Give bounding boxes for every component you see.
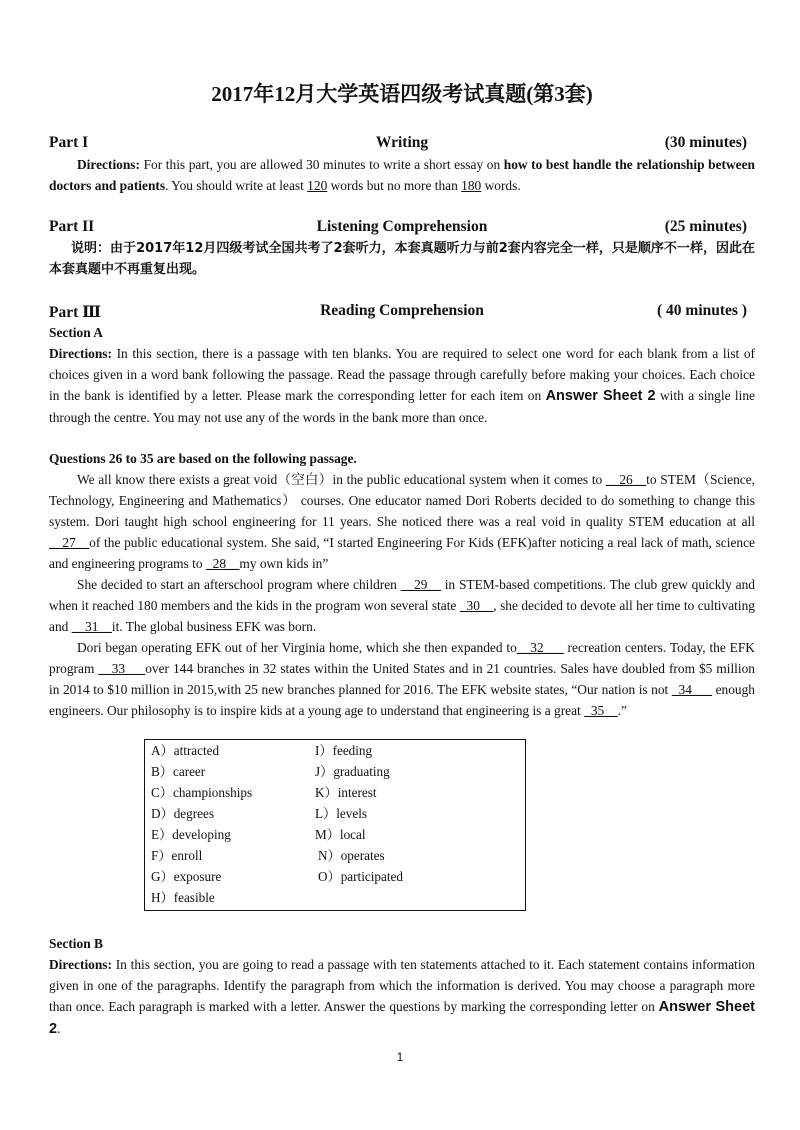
word-bank-item: M）local (315, 827, 366, 842)
part2-name: Listening Comprehension (316, 218, 488, 235)
word-bank (144, 739, 526, 911)
word-bank-item: E）developing (151, 827, 231, 842)
word-bank-item: N）operates (318, 848, 385, 863)
page-number: 1 (396, 1050, 404, 1064)
max-words: 180 (461, 178, 482, 193)
section-b-heading: Section B (49, 936, 103, 951)
word-bank-item: D）degrees (151, 806, 214, 821)
part1-time: (30 minutes) (664, 134, 747, 151)
part1-name: Writing (375, 134, 429, 151)
word-bank-item: L）levels (315, 806, 368, 821)
word-bank-item: C）championships (151, 785, 253, 800)
part3-name: Reading Comprehension (320, 302, 484, 319)
word-bank-item: B）career (151, 764, 206, 779)
section-b-directions: Directions: In this section, you are going to read a passage with ten statements attached to it. Each statement contains information given in one of the paragraphs. Identify the paragraph from which the information is derived. You may choose a paragraph more than once. Each paragraph is marked with a letter. Answer the questions by marking the corresponding letter on Answer Sheet 2. (49, 957, 755, 1037)
word-bank-item: J）graduating (315, 764, 390, 779)
answer-sheet-label: Answer Sheet 2 (545, 388, 656, 404)
word-bank-item: K）interest (315, 785, 377, 800)
blank-33: __33___ (98, 661, 146, 676)
blank-28: _28__ (205, 556, 240, 571)
part3-time: ( 40 minutes ) (657, 302, 747, 319)
part2-label: Part II (49, 218, 95, 235)
part1-header (49, 134, 755, 154)
min-words: 120 (307, 178, 328, 193)
word-bank-item: I）feeding (315, 743, 373, 758)
part3-label: Part Ⅲ (49, 304, 102, 321)
part2-header (49, 218, 755, 238)
page-title: 2017年12月大学英语四级考试真题(第3套) (211, 82, 593, 106)
part3-header (49, 302, 755, 322)
section-a-heading: Section A (49, 325, 103, 340)
blank-30: _30__ (459, 598, 494, 613)
blank-34: _34___ (671, 682, 713, 697)
section-a-directions: Directions: In this section, there is a passage with ten blanks. You are required to select one word for each blank from a list of choices given in a word bank following the passage. Read the passage through carefully before making your choices. Each choice in the bank is identified by a letter. Please mark the corresponding letter for each item on Answer Sheet 2 with a single line through the centre. You may not use any of the words in the bank more than once. (49, 346, 755, 425)
questions-heading: Questions 26 to 35 are based on the following passage. (49, 451, 357, 466)
word-bank-item: H）feasible (151, 890, 215, 905)
passage-paragraph-3: Dori began operating EFK out of her Virginia home, which she then expanded to__32___ recreation centers. Today, the EFK program __33___over 144 branches in 32 states within the United States and in 21 countries. Sales have doubled from $5 million in 2014 to $10 million in 2015,with 25 new branches planned for 2016. The EFK website states, “Our nation is not _34___ enough engineers. Our philosophy is to inspire kids at a young age to understand that engineering is a great _35__.” (49, 640, 755, 718)
passage-paragraph-1: We all know there exists a great void（空白）in the public educational system when it comes to __26__to STEM（Science, Technology, Engineering and Mathematics） courses. One educator named Dori Roberts decided to do something to change this system. Dori taught high school engineering for 11 years. She noticed there was a real void in quality STEM education at all __27__of the public educational system. She said, “I started Engineering For Kids (EFK)after noticing a real lack of math, science and engineering programs to _28__my own kids in” (49, 472, 755, 571)
word-bank-item: G）exposure (151, 869, 222, 884)
word-bank-item: A）attracted (151, 743, 220, 758)
passage-paragraph-2: She decided to start an afterschool program where children __29__ in STEM-based competitions. The club grew quickly and when it reached 180 members and the kids in the program won several state _30__, she decided to devote all her time to cultivating and __31__it. The global business EFK was born. (49, 577, 756, 634)
part1-directions: Directions: For this part, you are allowed 30 minutes to write a short essay on how to best handle the relationship between doctors and patients. You should write at least 120 words but no more than 180 words. (49, 157, 755, 193)
word-bank-item: F）enroll (151, 848, 203, 863)
blank-35: _35__ (584, 703, 618, 718)
word-bank-item: O）participated (318, 869, 403, 884)
answer-sheet-label: Answer Sheet 2 (49, 999, 755, 1037)
blank-27: __27__ (49, 535, 90, 550)
blank-32: __32___ (516, 640, 564, 655)
part1-label: Part I (49, 134, 89, 151)
blank-31: __31__ (71, 619, 112, 634)
blank-29: __29__ (400, 577, 441, 592)
blank-26: __26__ (605, 472, 647, 487)
part2-time: (25 minutes) (664, 218, 747, 235)
part2-note: 说明：由于2017年12月四级考试全国共考了2套听力，本套真题听力与前2套内容完全一样，只是顺序不一样，因此在本套真题中不再重复出现。 (49, 241, 755, 277)
essay-topic: how to best handle the relationship between doctors and patients (49, 157, 755, 193)
directions-label: Directions: (77, 157, 140, 172)
